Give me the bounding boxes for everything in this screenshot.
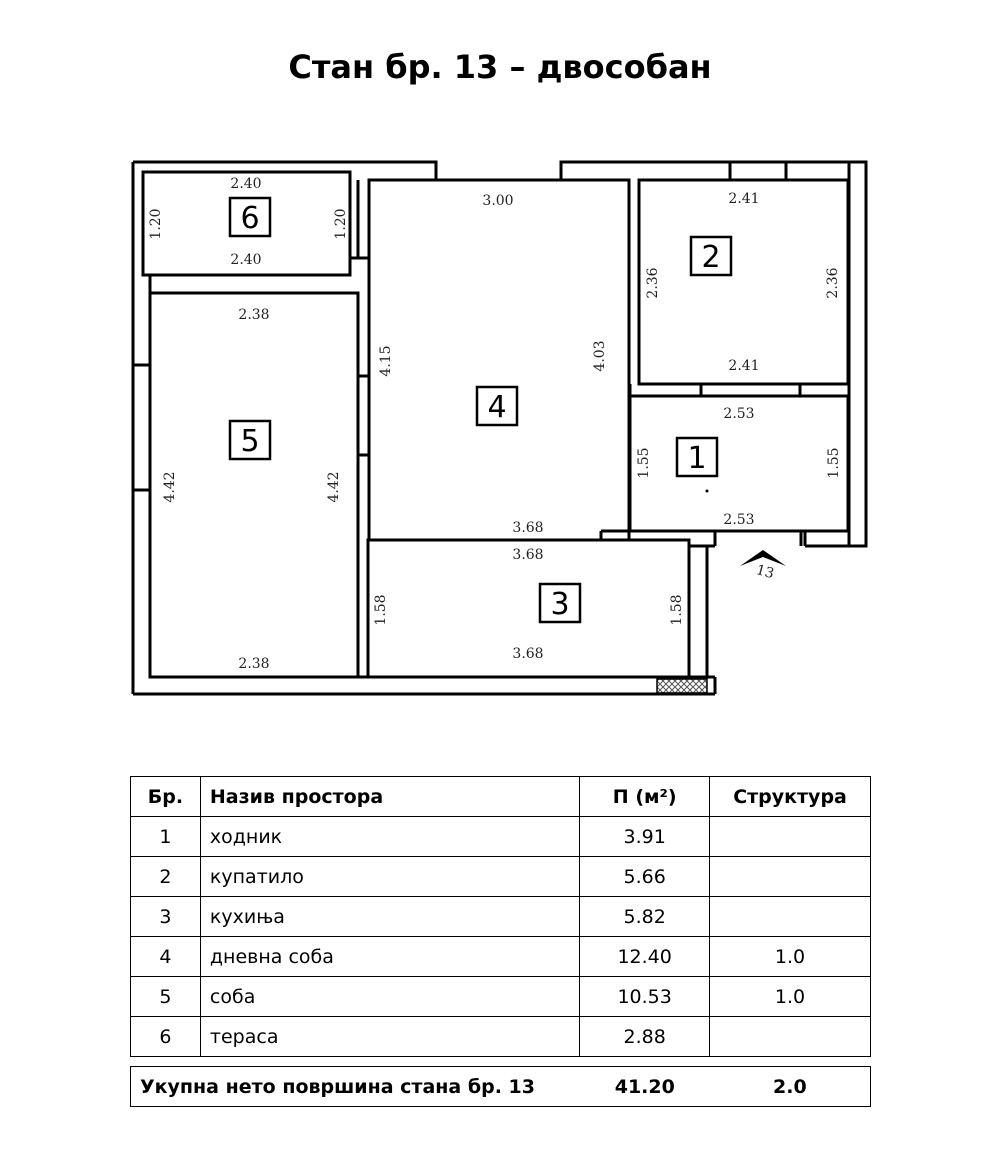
row-area: 3.91 — [580, 817, 710, 857]
room-2-number: 2 — [701, 240, 721, 275]
page-title: Стан бр. 13 – двособан — [288, 48, 712, 86]
rooms-table — [130, 776, 871, 1057]
room-4-dim-right: 4.03 — [592, 340, 608, 372]
entrance-label: 13 — [754, 562, 776, 583]
room-5-dim-left: 4.42 — [162, 471, 178, 503]
table-row — [131, 977, 871, 1017]
row-name: соба — [200, 977, 579, 1017]
row-structure — [710, 897, 871, 937]
table-header-row — [131, 777, 871, 817]
total-label: Укупна нето површина стана бр. 13 — [131, 1067, 580, 1107]
room-1-dim-right: 1.55 — [826, 447, 842, 479]
row-number: 3 — [131, 897, 201, 937]
room-4-dim-left: 4.15 — [378, 345, 394, 377]
room-6-number: 6 — [240, 201, 260, 236]
room-6-dim-right: 1.20 — [333, 208, 349, 240]
row-structure — [710, 1017, 871, 1057]
window-hatch — [657, 679, 707, 693]
row-name: тераса — [200, 1017, 579, 1057]
row-number: 1 — [131, 817, 201, 857]
room-1-marker-dot — [706, 490, 709, 493]
room-5-dim-top: 2.38 — [238, 307, 270, 323]
total-structure: 2.0 — [710, 1067, 871, 1107]
row-number: 2 — [131, 857, 201, 897]
room-3-dim-left: 1.58 — [373, 594, 389, 626]
table-row — [131, 897, 871, 937]
room-3-dim-top: 3.68 — [512, 547, 544, 563]
room-4-number: 4 — [487, 390, 507, 425]
room-2-dim-right: 2.36 — [825, 267, 841, 299]
row-area: 10.53 — [580, 977, 710, 1017]
room-2-dim-left: 2.36 — [645, 267, 661, 299]
room-2-outline — [639, 180, 848, 384]
row-area: 5.66 — [580, 857, 710, 897]
row-name: купатило — [200, 857, 579, 897]
row-name: ходник — [200, 817, 579, 857]
total-row — [131, 1067, 871, 1107]
table-row — [131, 857, 871, 897]
room-5-number: 5 — [240, 424, 260, 459]
col-header-structure: Структура — [710, 777, 871, 817]
room-1-number: 1 — [687, 441, 707, 476]
room-2-dim-bottom: 2.41 — [728, 358, 760, 374]
col-header-number: Бр. — [131, 777, 201, 817]
table-row — [131, 817, 871, 857]
row-number: 5 — [131, 977, 201, 1017]
room-4-outline — [369, 180, 629, 540]
row-number: 4 — [131, 937, 201, 977]
room-3-number: 3 — [550, 587, 570, 622]
row-structure: 1.0 — [710, 977, 871, 1017]
col-header-area: П (м²) — [580, 777, 710, 817]
row-name: кухиња — [200, 897, 579, 937]
row-name: дневна соба — [200, 937, 579, 977]
total-table — [130, 1066, 871, 1107]
room-3-dim-bottom: 3.68 — [512, 646, 544, 662]
room-1-dim-bottom: 2.53 — [723, 512, 755, 528]
room-6-dim-top: 2.40 — [230, 176, 262, 192]
total-area: 41.20 — [580, 1067, 710, 1107]
row-structure — [710, 817, 871, 857]
row-structure: 1.0 — [710, 937, 871, 977]
room-4-dim-top: 3.00 — [482, 193, 514, 209]
row-number: 6 — [131, 1017, 201, 1057]
row-area: 5.82 — [580, 897, 710, 937]
room-2-dim-top: 2.41 — [728, 191, 760, 207]
room-1-dim-top: 2.53 — [723, 406, 755, 422]
row-area: 2.88 — [580, 1017, 710, 1057]
room-3-dim-right: 1.58 — [669, 594, 685, 626]
room-number-boxes — [230, 198, 731, 622]
table-row — [131, 937, 871, 977]
table-row — [131, 1017, 871, 1057]
room-1-dim-left: 1.55 — [636, 447, 652, 479]
row-structure — [710, 857, 871, 897]
room-6-dim-bottom: 2.40 — [230, 252, 262, 268]
room-6-dim-left: 1.20 — [148, 208, 164, 240]
row-area: 12.40 — [580, 937, 710, 977]
col-header-name: Назив простора — [200, 777, 579, 817]
room-5-dim-bottom: 2.38 — [238, 656, 270, 672]
room-5-dim-right: 4.42 — [326, 471, 342, 503]
room-4-dim-bottom: 3.68 — [512, 520, 544, 536]
